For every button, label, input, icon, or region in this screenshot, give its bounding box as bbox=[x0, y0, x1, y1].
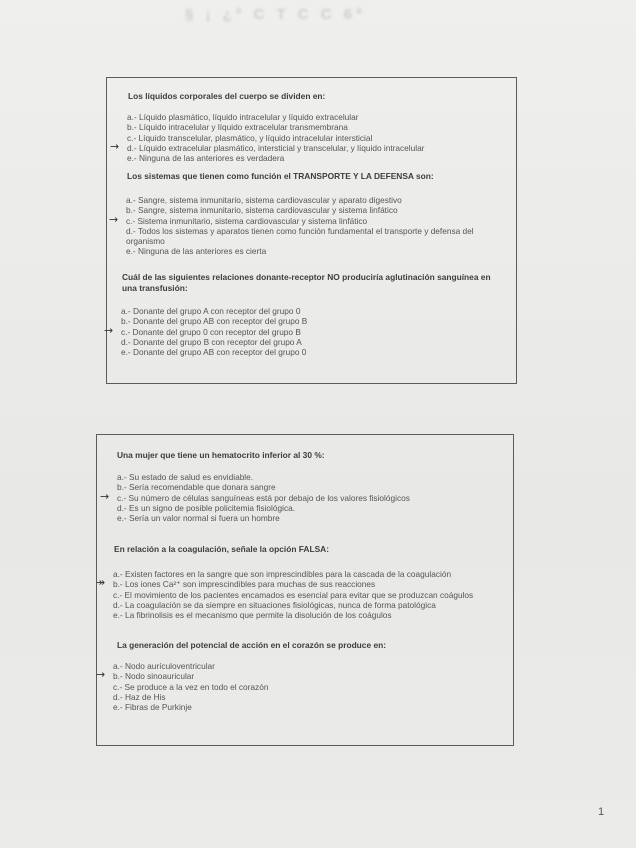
faint-header-text: § ¡ ¿º C T C C 6ª bbox=[185, 6, 366, 23]
option-6c: c.- Se produce a la vez en todo el corazón bbox=[113, 681, 269, 692]
option-2d: d.- Todos los sistemas y aparatos tienen como función fundamental el transporte y defensa del organismo bbox=[126, 225, 474, 247]
answer-arrow-icon: → bbox=[110, 139, 120, 153]
option-6b: → b.- Nodo sinoauricular bbox=[96, 668, 195, 682]
option-3e: e.- Donante del grupo AB con receptor del grupo 0 bbox=[121, 347, 307, 358]
option-1d: → d.- Líquido extracelular plasmático, intersticial y transcelular, y líquido intracelular bbox=[110, 139, 425, 153]
option-3b: b.- Donante del grupo AB con receptor del grupo B bbox=[121, 316, 308, 327]
page-number: 1 bbox=[598, 806, 605, 818]
question-4: Una mujer que tiene un hematocrito inferior al 30 %: bbox=[117, 450, 325, 460]
answer-arrow-icon: → bbox=[100, 489, 110, 503]
option-5a: a.- Existen factores en la sangre que son imprescindibles para la cascada de la coagulación bbox=[113, 569, 452, 579]
option-1a: a.- Líquido plasmático, líquido intracelular y líquido extracelular bbox=[127, 112, 359, 122]
option-4d: d.- Es un signo de posible policitemia fisiológica. bbox=[117, 502, 296, 513]
option-2e: e.- Ninguna de las anteriores es cierta bbox=[126, 246, 267, 257]
option-1e: e.- Ninguna de las anteriores es verdadera bbox=[127, 153, 285, 164]
answer-arrow-icon: → bbox=[96, 668, 106, 682]
option-6e: e.- Fibras de Purkinje bbox=[113, 702, 192, 713]
question-3: Cuál de las siguientes relaciones donante-receptor NO produciría aglutinación sanguínea en una transfusión: bbox=[122, 272, 491, 293]
option-1c: c.- Líquido transcelular, plasmático, y líquido intracelular intersticial bbox=[127, 132, 373, 143]
option-4b: b.- Sería recomendable que donara sangre bbox=[117, 482, 276, 493]
answer-arrow-icon: → bbox=[104, 323, 114, 337]
question-1: Los líquidos corporales del cuerpo se dividen en: bbox=[128, 91, 326, 101]
option-6d: d.- Haz de His bbox=[113, 691, 166, 702]
option-3d: d.- Donante del grupo B con receptor del grupo A bbox=[121, 336, 302, 347]
question-5: En relación a la coagulación, señale la opción FALSA: bbox=[114, 544, 330, 554]
option-2c: → c.- Sistema inmunitario, sistema cardiovascular y sistema linfático bbox=[109, 212, 368, 226]
option-2a: a.- Sangre, sistema inmunitario, sistema cardiovascular y aparato digestivo bbox=[126, 195, 402, 205]
answer-scribble-arrow-icon: ↠ bbox=[96, 576, 106, 590]
option-2b: b.- Sangre, sistema inmunitario, sistema cardiovascular y sistema linfático bbox=[126, 205, 398, 216]
option-4c: → c.- Su número de células sanguíneas está por debajo de los valores fisiológicos bbox=[100, 489, 410, 503]
question-2: Los sistemas que tienen como función el TRANSPORTE Y LA DEFENSA son: bbox=[127, 171, 434, 181]
options-6 bbox=[96, 661, 269, 713]
option-3c: → c.- Donante del grupo 0 con receptor del grupo B bbox=[104, 323, 301, 337]
question-6: La generación del potencial de acción en el corazón se produce en: bbox=[117, 640, 387, 650]
option-4e: e.- Sería un valor normal si fuera un hombre bbox=[117, 513, 280, 524]
options-4 bbox=[100, 472, 410, 524]
option-5e: e.- La fibrinolisis es el mecanismo que permite la disolución de los coágulos bbox=[113, 610, 392, 621]
option-5c: c.- El movimiento de los pacientes encamados es esencial para evitar que se produzcan coágulos bbox=[113, 589, 474, 600]
option-4a: a.- Su estado de salud es envidiable. bbox=[117, 472, 254, 482]
option-6a: a.- Nodo aurículoventricular bbox=[113, 661, 215, 671]
option-5b: ↠ b.- Los iones Ca²⁺ son imprescindibles para muchas de sus reacciones bbox=[96, 576, 376, 590]
option-5d: d.- La coagulación se da siempre en situaciones fisiológicas, nunca de forma patológica bbox=[113, 599, 436, 610]
option-3a: a.- Donante del grupo A con receptor del grupo 0 bbox=[121, 306, 301, 316]
options-3 bbox=[104, 306, 308, 358]
option-1b: b.- Líquido intracelular y líquido extracelular transmembrana bbox=[127, 122, 348, 133]
options-2 bbox=[109, 195, 510, 257]
options-5 bbox=[96, 569, 474, 621]
answer-arrow-icon: → bbox=[109, 212, 119, 226]
options-1 bbox=[110, 112, 425, 164]
